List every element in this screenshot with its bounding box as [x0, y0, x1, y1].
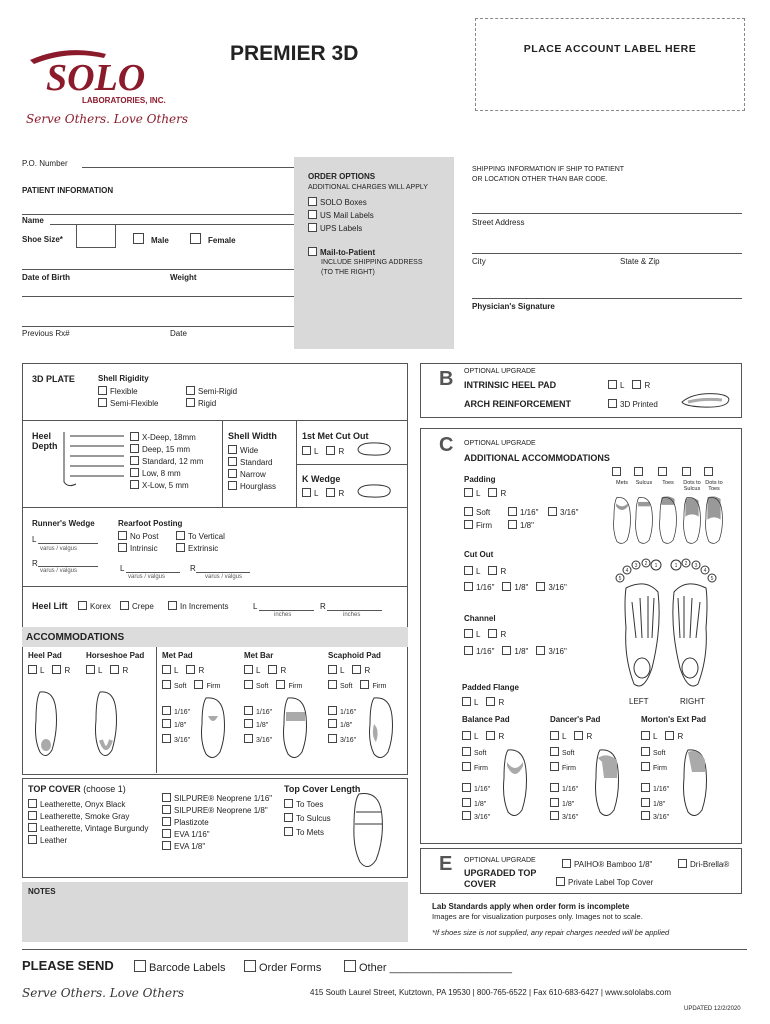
street-label: Street Address: [472, 218, 525, 227]
met-pad-label: Met Pad: [162, 651, 193, 660]
first-met-left[interactable]: L R: [302, 446, 344, 456]
rigid-option[interactable]: Rigid: [186, 398, 216, 408]
runners-r-field[interactable]: [38, 566, 98, 567]
toe-num-r1: 1: [674, 563, 678, 569]
previous-rx-field[interactable]: [22, 326, 307, 327]
shipping-note-1: SHIPPING INFORMATION IF SHIP TO PATIENT: [472, 166, 625, 173]
scaphoid-pad-label: Scaphoid Pad: [328, 651, 381, 660]
dancers-firm[interactable]: Firm: [550, 762, 576, 772]
cover-leather[interactable]: Leather: [28, 835, 67, 845]
tagline: Serve Others. Love Others: [26, 112, 189, 126]
zone-checkbox[interactable]: [682, 467, 691, 476]
padding-size-8[interactable]: 1/8": [508, 520, 534, 530]
page-title: PREMIER 3D: [230, 42, 359, 65]
patient-info-heading: PATIENT INFORMATION: [22, 186, 114, 195]
mortons-size-1[interactable]: 1/16": [641, 783, 669, 793]
width-narrow[interactable]: Narrow: [228, 469, 266, 479]
po-number-label: P.O. Number: [22, 159, 68, 168]
padding-size-16[interactable]: 1/16": [508, 507, 538, 517]
width-wide[interactable]: Wide: [228, 445, 258, 455]
padding-lr[interactable]: L R: [464, 488, 506, 498]
scaphoid-size-2[interactable]: 1/8": [328, 719, 352, 729]
dancers-foot-icon: [592, 748, 622, 820]
solo-boxes-option[interactable]: SOLO Boxes: [308, 197, 367, 207]
met-bar-size-3[interactable]: 3/16": [244, 734, 272, 744]
met-pad-foot-icon: [198, 696, 228, 762]
runners-r-hint: varus / valgus: [40, 568, 78, 574]
mail-note-2: (TO THE RIGHT): [321, 269, 375, 276]
met-pad-size-3[interactable]: 3/16": [162, 734, 190, 744]
zone-foot-icon: [633, 496, 655, 546]
mortons-soft[interactable]: Soft: [641, 747, 665, 757]
met-pad-size-2[interactable]: 1/8": [162, 719, 186, 729]
rearfoot-label: Rearfoot Posting: [118, 519, 183, 528]
zone-checkbox[interactable]: [612, 467, 621, 476]
mortons-foot-icon: [680, 748, 710, 820]
k-wedge-options[interactable]: L R: [302, 488, 344, 498]
ups-labels-option[interactable]: UPS Labels: [308, 223, 362, 233]
balance-soft[interactable]: Soft: [462, 747, 486, 757]
zone-foot-icon: [657, 496, 679, 546]
section-b-letter: B: [439, 368, 454, 390]
width-hourglass[interactable]: Hourglass: [228, 481, 276, 491]
rearfoot-r-hint: varus / valgus: [205, 574, 243, 580]
toe-num-r3: 3: [694, 563, 698, 569]
mail-to-patient-option[interactable]: Mail-to-Patient: [308, 247, 375, 257]
plate-divider-2: [22, 507, 408, 508]
order-options-subtitle: ADDITIONAL CHARGES WILL APPLY: [308, 184, 428, 191]
disclaimer-line-2: Images are for visualization purposes only. Images not to scale.: [432, 912, 643, 921]
balance-lr[interactable]: L R: [462, 731, 504, 741]
city-label: City: [472, 257, 486, 266]
to-vertical-option[interactable]: To Vertical: [176, 531, 225, 541]
street-field[interactable]: [472, 253, 742, 254]
account-label-box: [475, 18, 745, 111]
toe-num-r4: 4: [703, 568, 707, 574]
padding-firm[interactable]: Firm: [464, 520, 492, 530]
zone-label: Dots to Toes: [705, 480, 723, 492]
shoe-size-input[interactable]: [76, 224, 116, 248]
toe-num-l2: 2: [644, 561, 648, 567]
dob-label: Date of Birth: [22, 273, 70, 282]
heel-lift-l-unit: inches: [274, 612, 292, 618]
k-wedge-icon: [354, 482, 394, 500]
svg-text:SOLO: SOLO: [46, 57, 146, 99]
shipping-note-2: OR LOCATION OTHER THAN BAR CODE.: [472, 176, 608, 183]
weight-field[interactable]: [22, 296, 307, 297]
dancers-pad-label: Dancer's Pad: [550, 715, 601, 724]
semi-rigid-option[interactable]: Semi-Rigid: [186, 386, 237, 396]
cover-eva-16[interactable]: EVA 1/16": [162, 829, 210, 839]
mail-note-1: INCLUDE SHIPPING ADDRESS: [321, 259, 423, 266]
depth-x-deep[interactable]: X-Deep, 18mm: [130, 432, 196, 442]
signature-label: Physician's Signature: [472, 302, 555, 311]
dancers-lr[interactable]: L R: [550, 731, 592, 741]
arch-3d-printed[interactable]: 3D Printed: [608, 399, 658, 409]
met-pad-soft-firm[interactable]: Soft Firm: [162, 680, 220, 690]
heel-depth-diagram: [58, 428, 128, 490]
us-mail-labels-option[interactable]: US Mail Labels: [308, 210, 374, 220]
depth-low[interactable]: Low, 8 mm: [130, 468, 181, 478]
po-number-field[interactable]: [82, 167, 307, 168]
shell-width-label: Shell Width: [228, 431, 277, 441]
toe-num-l1: 1: [654, 563, 658, 569]
account-label-text: PLACE ACCOUNT LABEL HERE: [523, 43, 697, 55]
first-met-label: 1st Met Cut Out: [302, 431, 369, 441]
order-options-title: ORDER OPTIONS: [308, 172, 376, 181]
dob-field[interactable]: [22, 269, 307, 270]
no-post-option[interactable]: No Post: [118, 531, 158, 541]
section-e-optional: OPTIONAL UPGRADE: [464, 857, 536, 864]
accommodations-title: ACCOMMODATIONS: [26, 632, 125, 643]
zone-label: Sulcus: [635, 480, 653, 486]
balance-size-1[interactable]: 1/16": [462, 783, 490, 793]
balance-pad-label: Balance Pad: [462, 715, 510, 724]
heel-depth-label-1: Heel: [32, 431, 52, 441]
toe-num-r5: 5: [710, 576, 714, 582]
depth-deep[interactable]: Deep, 15 mm: [130, 444, 190, 454]
width-standard[interactable]: Standard: [228, 457, 272, 467]
mortons-pad-label: Morton's Ext Pad: [641, 715, 707, 724]
zone-checkbox[interactable]: [704, 467, 713, 476]
korex-option[interactable]: Korex: [78, 601, 111, 611]
depth-standard[interactable]: Standard, 12 mm: [130, 456, 203, 466]
female-option[interactable]: Female: [190, 233, 236, 245]
footer-address: 415 South Laurel Street, Kutztown, PA 19530 | 800-765-6522 | Fax 610-683-6427 | www.sololabs.com: [310, 988, 671, 997]
acc-divider-1: [156, 647, 157, 773]
heel-lift-r: R: [320, 602, 326, 611]
logo-subtitle: LABORATORIES, INC.: [82, 96, 166, 105]
balance-foot-icon: [500, 748, 530, 820]
plate-divider-1: [22, 420, 408, 421]
other-option[interactable]: Other ____________________: [344, 960, 512, 974]
zone-checkbox[interactable]: [658, 467, 667, 476]
semi-flexible-option[interactable]: Semi-Flexible: [98, 398, 158, 408]
first-met-icon: [354, 440, 394, 458]
paiho-option[interactable]: PAIHO® Bamboo 1/8": [562, 859, 652, 869]
met-bar-label: Met Bar: [244, 651, 274, 660]
section-c-letter: C: [439, 434, 454, 456]
left-foot-label: LEFT: [629, 697, 649, 706]
please-send-label: PLEASE SEND: [22, 958, 114, 973]
toe-num-l3: 3: [634, 563, 638, 569]
padded-flange-lr[interactable]: L R: [462, 697, 504, 707]
depth-x-low[interactable]: X-Low, 5 mm: [130, 480, 189, 490]
padding-size-316[interactable]: 3/16": [548, 507, 578, 517]
logo: [26, 42, 196, 128]
cut-out-label: Cut Out: [464, 550, 494, 559]
footer-tagline: Serve Others. Love Others: [22, 986, 185, 1000]
disclaimer-line-1: Lab Standards apply when order form is incomplete: [432, 902, 630, 911]
section-e-title-1: UPGRADED TOP: [464, 868, 537, 878]
zone-label: Dots to Sulcus: [683, 480, 701, 492]
length-sulcus[interactable]: To Sulcus: [284, 813, 331, 823]
section-b-optional: OPTIONAL UPGRADE: [464, 368, 536, 375]
zone-label: Mets: [616, 480, 628, 486]
horseshoe-foot-icon: [92, 690, 120, 760]
cover-length-title: Top Cover Length: [284, 784, 361, 794]
cover-smoke[interactable]: Leatherette, Smoke Gray: [28, 811, 129, 821]
heel-lift-r-field[interactable]: [327, 610, 382, 611]
channel-lr[interactable]: L R: [464, 629, 506, 639]
cover-eva-8[interactable]: EVA 1/8": [162, 841, 205, 851]
dancers-size-1[interactable]: 1/16": [550, 783, 578, 793]
met-bar-size-1[interactable]: 1/16": [244, 706, 272, 716]
heel-pad-label: Heel Pad: [28, 651, 62, 660]
disclaimer-line-3: *If shoes size is not supplied, any repair charges needed will be applied: [432, 928, 670, 937]
met-pad-size-1[interactable]: 1/16": [162, 706, 190, 716]
balance-firm[interactable]: Firm: [462, 762, 488, 772]
dancers-size-3[interactable]: 3/16": [550, 811, 578, 821]
toe-num-l5: 5: [618, 576, 622, 582]
shoe-size-label: Shoe Size*: [22, 235, 63, 244]
scaphoid-soft-firm[interactable]: Soft Firm: [328, 680, 386, 690]
city-field[interactable]: [472, 298, 742, 299]
footer-rule: [22, 949, 747, 950]
increments-option[interactable]: In Increments: [168, 601, 228, 611]
zone-foot-icon: [611, 496, 633, 546]
scaphoid-pad-lr[interactable]: L R: [328, 665, 370, 675]
dancers-soft[interactable]: Soft: [550, 747, 574, 757]
male-option[interactable]: Male: [133, 233, 169, 245]
feet-diagram: [612, 558, 720, 698]
rearfoot-l: L: [120, 564, 125, 573]
horseshoe-pad-label: Horseshoe Pad: [86, 651, 145, 660]
previous-rx-label: Previous Rx#: [22, 329, 70, 338]
runners-l-hint: varus / valgus: [40, 546, 78, 552]
notes-label: NOTES: [28, 887, 56, 896]
balance-size-2[interactable]: 1/8": [462, 798, 486, 808]
toe-num-r2: 2: [684, 561, 688, 567]
intrinsic-option[interactable]: Intrinsic: [118, 543, 158, 553]
runners-wedge-label: Runner's Wedge: [32, 519, 95, 528]
heel-pad-b-lr[interactable]: L R: [608, 380, 650, 390]
zone-foot-icon: [681, 496, 703, 546]
notes-box[interactable]: [22, 882, 408, 942]
channel-label: Channel: [464, 614, 496, 623]
plate-divider-3: [22, 586, 408, 587]
weight-label: Weight: [170, 273, 197, 282]
zone-checkbox[interactable]: [634, 467, 643, 476]
scaphoid-foot-icon: [366, 696, 396, 762]
extrinsic-option[interactable]: Extrinsic: [176, 543, 218, 553]
heel-depth-label-2: Depth: [32, 441, 58, 451]
shipping-line-1[interactable]: [472, 213, 742, 214]
name-field[interactable]: [22, 214, 307, 215]
mortons-size-2[interactable]: 1/8": [641, 798, 665, 808]
rearfoot-l-hint: varus / valgus: [128, 574, 166, 580]
heel-lift-l-field[interactable]: [259, 610, 314, 611]
rearfoot-r: R: [190, 564, 196, 573]
order-forms-option[interactable]: Order Forms: [244, 960, 321, 974]
dancers-size-2[interactable]: 1/8": [550, 798, 574, 808]
mortons-firm[interactable]: Firm: [641, 762, 667, 772]
heel-lift-label: Heel Lift: [32, 601, 68, 611]
state-zip-label: State & Zip: [620, 257, 660, 266]
order-options-panel: [294, 157, 454, 349]
section-c-title: ADDITIONAL ACCOMMODATIONS: [464, 453, 610, 463]
length-mets[interactable]: To Mets: [284, 827, 324, 837]
right-foot-label: RIGHT: [680, 697, 705, 706]
scaphoid-size-3[interactable]: 3/16": [328, 734, 356, 744]
rearfoot-l-field[interactable]: [126, 572, 180, 573]
arch-reinforcement-label: ARCH REINFORCEMENT: [464, 399, 571, 409]
cover-plastizote[interactable]: Plastizote: [162, 817, 209, 827]
cover-burgundy[interactable]: Leatherette, Vintage Burgundy: [28, 823, 148, 833]
heel-pad-foot-icon: [32, 690, 60, 760]
intrinsic-heel-pad-label: INTRINSIC HEEL PAD: [464, 380, 557, 390]
section-c-optional: OPTIONAL UPGRADE: [464, 440, 536, 447]
mortons-lr[interactable]: L R: [641, 731, 683, 741]
crepe-option[interactable]: Crepe: [120, 601, 154, 611]
toe-num-l4: 4: [625, 568, 629, 574]
channel-sizes[interactable]: 1/16" 1/8" 3/16": [464, 646, 567, 656]
k-wedge-label: K Wedge: [302, 474, 341, 484]
top-cover-title-row: TOP COVER (choose 1): [28, 784, 126, 794]
private-label-option[interactable]: Private Label Top Cover: [556, 877, 653, 887]
rearfoot-r-field[interactable]: [196, 572, 250, 573]
runners-r: R: [32, 559, 38, 568]
padded-flange-label: Padded Flange: [462, 683, 519, 692]
section-e-letter: E: [439, 853, 453, 875]
zone-label: Toes: [662, 480, 674, 486]
met-bar-soft-firm[interactable]: Soft Firm: [244, 680, 302, 690]
flexible-option[interactable]: Flexible: [98, 386, 138, 396]
updated-label: UPDATED 12/2/2020: [684, 1006, 741, 1012]
cut-out-sizes[interactable]: 1/16" 1/8" 3/16": [464, 582, 567, 592]
met-pad-lr[interactable]: L R: [162, 665, 204, 675]
heel-lift-r-unit: inches: [343, 612, 361, 618]
met-bar-size-2[interactable]: 1/8": [244, 719, 268, 729]
date-label: Date: [170, 329, 187, 338]
runners-l-field[interactable]: [38, 543, 98, 544]
length-toes[interactable]: To Toes: [284, 799, 323, 809]
scaphoid-size-1[interactable]: 1/16": [328, 706, 356, 716]
arch-icon: [678, 390, 734, 410]
met-bar-foot-icon: [280, 696, 310, 762]
cover-onyx[interactable]: Leatherette, Onyx Black: [28, 799, 125, 809]
cover-silpure-8[interactable]: SILPURE® Neoprene 1/8": [162, 805, 268, 815]
met-bar-lr[interactable]: L R: [244, 665, 286, 675]
k-wedge-divider: [296, 464, 408, 465]
barcode-labels-option[interactable]: Barcode Labels: [134, 960, 225, 974]
padding-label: Padding: [464, 475, 496, 484]
cover-length-foot-icon: [350, 790, 386, 872]
heel-lift-l: L: [253, 602, 258, 611]
zone-foot-icon: [703, 496, 725, 546]
padding-soft[interactable]: Soft: [464, 507, 490, 517]
balance-size-3[interactable]: 3/16": [462, 811, 490, 821]
name-label: Name: [22, 216, 44, 225]
plate-title: 3D PLATE: [32, 374, 75, 384]
shell-width-divider: [222, 420, 223, 507]
cut-out-lr[interactable]: L R: [464, 566, 506, 576]
horseshoe-pad-lr[interactable]: L R: [86, 665, 128, 675]
shell-rigidity-label: Shell Rigidity: [98, 374, 149, 383]
runners-l: L: [32, 535, 37, 544]
section-e-title-2: COVER: [464, 879, 497, 889]
heel-pad-lr[interactable]: L R: [28, 665, 70, 675]
mortons-size-3[interactable]: 3/16": [641, 811, 669, 821]
dri-brella-option[interactable]: Dri-Brella®: [678, 859, 729, 869]
cover-silpure-16[interactable]: SILPURE® Neoprene 1/16": [162, 793, 272, 803]
